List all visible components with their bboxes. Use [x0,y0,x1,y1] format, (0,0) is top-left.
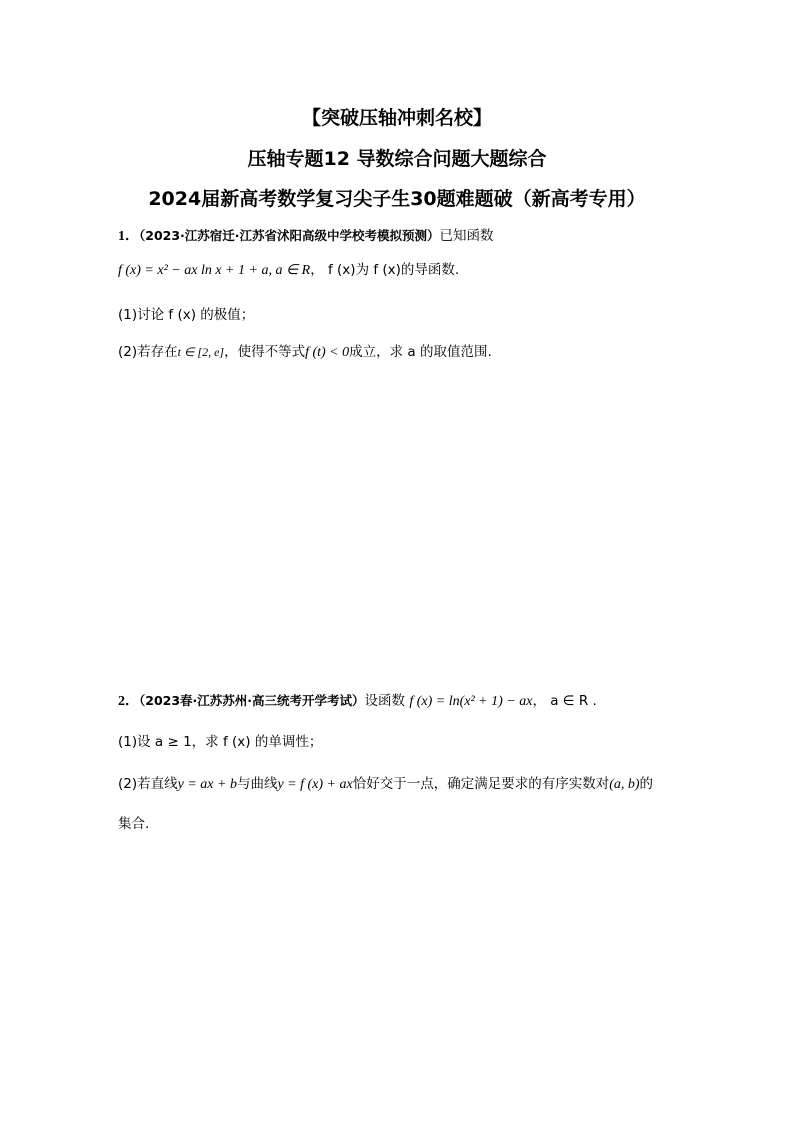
q2-part2-line: y = ax + b [177,777,237,792]
q2-part2 [118,774,653,795]
header-title: 【突破压轴冲刺名校】 [301,107,492,129]
q1-function-definition [118,260,459,281]
q1-part1: (1)讨论 f (x) 的极值； [118,307,255,323]
q2-part2-mid: 与曲线 [236,776,278,792]
q1-number: 1． [118,229,139,244]
q2-part1: (1)设 a ≥ 1，求 f (x) 的单调性； [118,734,323,750]
q2-part2-tail: 恰好交于一点，确定满足要求的有序实数对 [352,776,610,792]
q1-formula: f (x) = x² − ax ln x + 1 + a, a ∈ R [118,263,311,278]
q1-part2-prefix: (2)若存在 [118,344,178,360]
q1-stem [118,226,494,247]
q2-stem-tail: ， a ∈ R . [532,693,597,709]
q1-part2-condition: t ∈ [2, e] [177,345,225,359]
q1-separator: ， [310,262,324,278]
q1-source: （2023·江苏宿迁·江苏省沭阳高级中学校考模拟预测） [139,228,440,243]
q2-stem-text: 设函数 [364,693,406,709]
q2-part2-prefix: (2)若直线 [118,776,178,792]
q2-part2-curve: y = f (x) + ax [277,777,353,792]
q1-part2-inequality: f (t) < 0 [305,345,350,360]
header-series-title: 2024届新高考数学复习尖子生30题难题破（新高考专用） [148,188,646,210]
q1-stem-text: 已知函数 [439,228,494,244]
q1-part2 [118,342,492,363]
q2-part2-continuation: 集合. [118,816,150,832]
header-subtitle: 压轴专题12 导数综合问题大题综合 [247,148,547,170]
q2-formula: f (x) = ln(x² + 1) − ax [409,694,533,709]
q2-part2-pair: (a, b) [609,777,640,792]
q2-number: 2． [118,694,139,709]
q1-part2-tail: 成立，求 a 的取值范围. [349,344,492,360]
q1-part2-mid: ，使得不等式 [224,344,306,360]
q1-derivative-note: f (x)为 f (x)的导函数. [328,262,460,278]
q2-stem [118,691,597,712]
q2-part2-end: 的 [639,776,654,792]
q2-source: （2023春·江苏苏州·高三统考开学考试） [139,693,365,708]
